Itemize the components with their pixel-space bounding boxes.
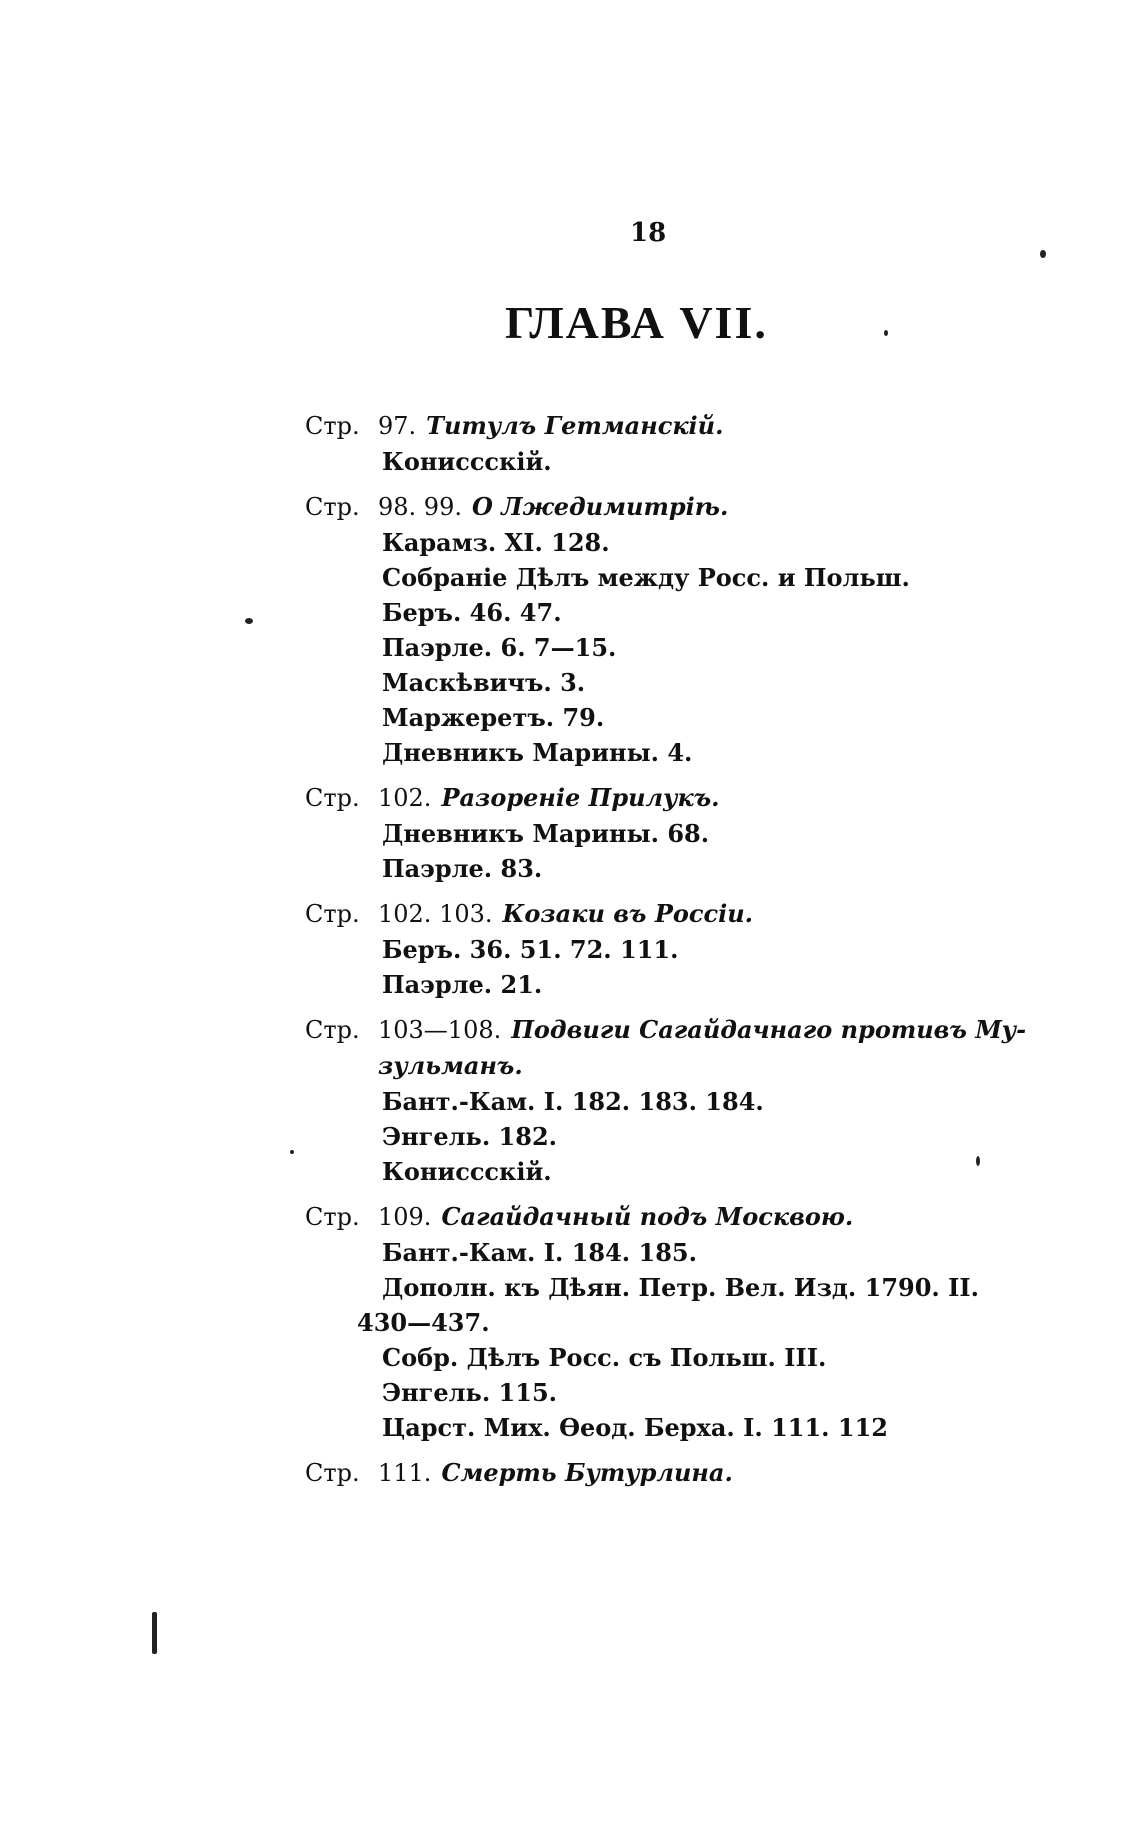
scan-speck bbox=[245, 618, 253, 624]
entry-topic: О Лжедимитріѣ. bbox=[471, 492, 729, 521]
chapter-title: ГЛАВА VII. bbox=[505, 297, 768, 348]
page-number: 18 bbox=[630, 218, 667, 248]
source-line: Бант.-Кам. I. 182. 183. 184. bbox=[382, 1087, 764, 1116]
source-line: Маржеретъ. 79. bbox=[382, 703, 605, 732]
source-line: Собраніе Дѣлъ между Росс. и Польш. bbox=[382, 563, 910, 592]
source-line: Карамз. XI. 128. bbox=[382, 528, 610, 557]
source-line: Энгель. 115. bbox=[382, 1378, 558, 1407]
page-label: Стр. bbox=[305, 900, 360, 928]
page-numbers: 102. 103. bbox=[378, 900, 493, 928]
entry-heading bbox=[305, 896, 1005, 932]
source-line: Дополн. къ Дѣян. Петр. Вел. Изд. 1790. II. bbox=[382, 1273, 979, 1302]
reference-entry bbox=[305, 1199, 1005, 1445]
source-line: Паэрле. 6. 7—15. bbox=[382, 633, 617, 662]
source-line: Бант.-Кам. I. 184. 185. bbox=[382, 1238, 697, 1267]
reference-list bbox=[305, 408, 1027, 1501]
page-numbers: 111. bbox=[378, 1459, 432, 1487]
source-line: Дневникъ Марины. 4. bbox=[382, 738, 693, 767]
entry-heading bbox=[305, 1455, 1005, 1491]
entry-topic: Смерть Бутурлина. bbox=[441, 1458, 733, 1487]
entry-heading bbox=[305, 1012, 1027, 1048]
entry-heading bbox=[305, 780, 1005, 816]
source-line: Дневникъ Марины. 68. bbox=[382, 819, 710, 848]
source-line-continuation: 430—437. bbox=[357, 1308, 490, 1337]
page-label: Стр. bbox=[305, 412, 360, 440]
page-numbers: 109. bbox=[378, 1203, 432, 1231]
entry-topic: Титулъ Гетманскій. bbox=[426, 411, 724, 440]
scan-speck bbox=[1040, 250, 1046, 258]
source-line: Беръ. 46. 47. bbox=[382, 598, 562, 627]
page-label: Стр. bbox=[305, 784, 360, 812]
source-line: Маскѣвичъ. 3. bbox=[382, 668, 586, 697]
reference-entry bbox=[305, 780, 1005, 886]
source-line: Паэрле. 83. bbox=[382, 854, 543, 883]
reference-entry bbox=[305, 896, 1005, 1002]
source-line: Энгель. 182. bbox=[382, 1122, 558, 1151]
reference-entry bbox=[305, 1455, 1005, 1491]
entry-topic: Козаки въ Россіи. bbox=[502, 899, 754, 928]
entry-heading bbox=[305, 489, 1005, 525]
page-label: Стр. bbox=[305, 493, 360, 521]
source-line: Беръ. 36. 51. 72. 111. bbox=[382, 935, 679, 964]
scan-speck bbox=[976, 1156, 980, 1166]
entry-topic: Разореніе Прилукъ. bbox=[441, 783, 720, 812]
entry-topic: Сагайдачный подъ Москвою. bbox=[441, 1202, 854, 1231]
entry-topic: Подвиги Сагайдачнаго противъ Му- bbox=[511, 1015, 1027, 1044]
reference-entry bbox=[305, 489, 1005, 770]
scan-speck bbox=[884, 330, 888, 336]
page-label: Стр. bbox=[305, 1459, 360, 1487]
reference-entry bbox=[305, 408, 1005, 479]
page-numbers: 102. bbox=[378, 784, 432, 812]
source-line: Кониссскій. bbox=[382, 1157, 552, 1186]
page-label: Стр. bbox=[305, 1016, 360, 1044]
source-line: Паэрле. 21. bbox=[382, 970, 543, 999]
reference-entry bbox=[305, 1012, 1027, 1189]
source-line: Собр. Дѣлъ Росс. съ Польш. III. bbox=[382, 1343, 827, 1372]
entry-heading bbox=[305, 408, 1005, 444]
entry-topic-continuation bbox=[305, 1048, 1005, 1084]
page-numbers: 97. bbox=[378, 412, 417, 440]
page-numbers: 98. 99. bbox=[378, 493, 462, 521]
scan-speck bbox=[290, 1150, 294, 1154]
scan-speck bbox=[152, 1612, 157, 1654]
page-label: Стр. bbox=[305, 1203, 360, 1231]
page-numbers: 103—108. bbox=[378, 1016, 502, 1044]
source-line: Царст. Мих. Ѳеод. Берха. I. 111. 112 bbox=[382, 1413, 888, 1442]
entry-heading bbox=[305, 1199, 1005, 1235]
entry-topic-cont: зульманъ. bbox=[378, 1051, 523, 1080]
source-line: Кониссскій. bbox=[382, 447, 552, 476]
